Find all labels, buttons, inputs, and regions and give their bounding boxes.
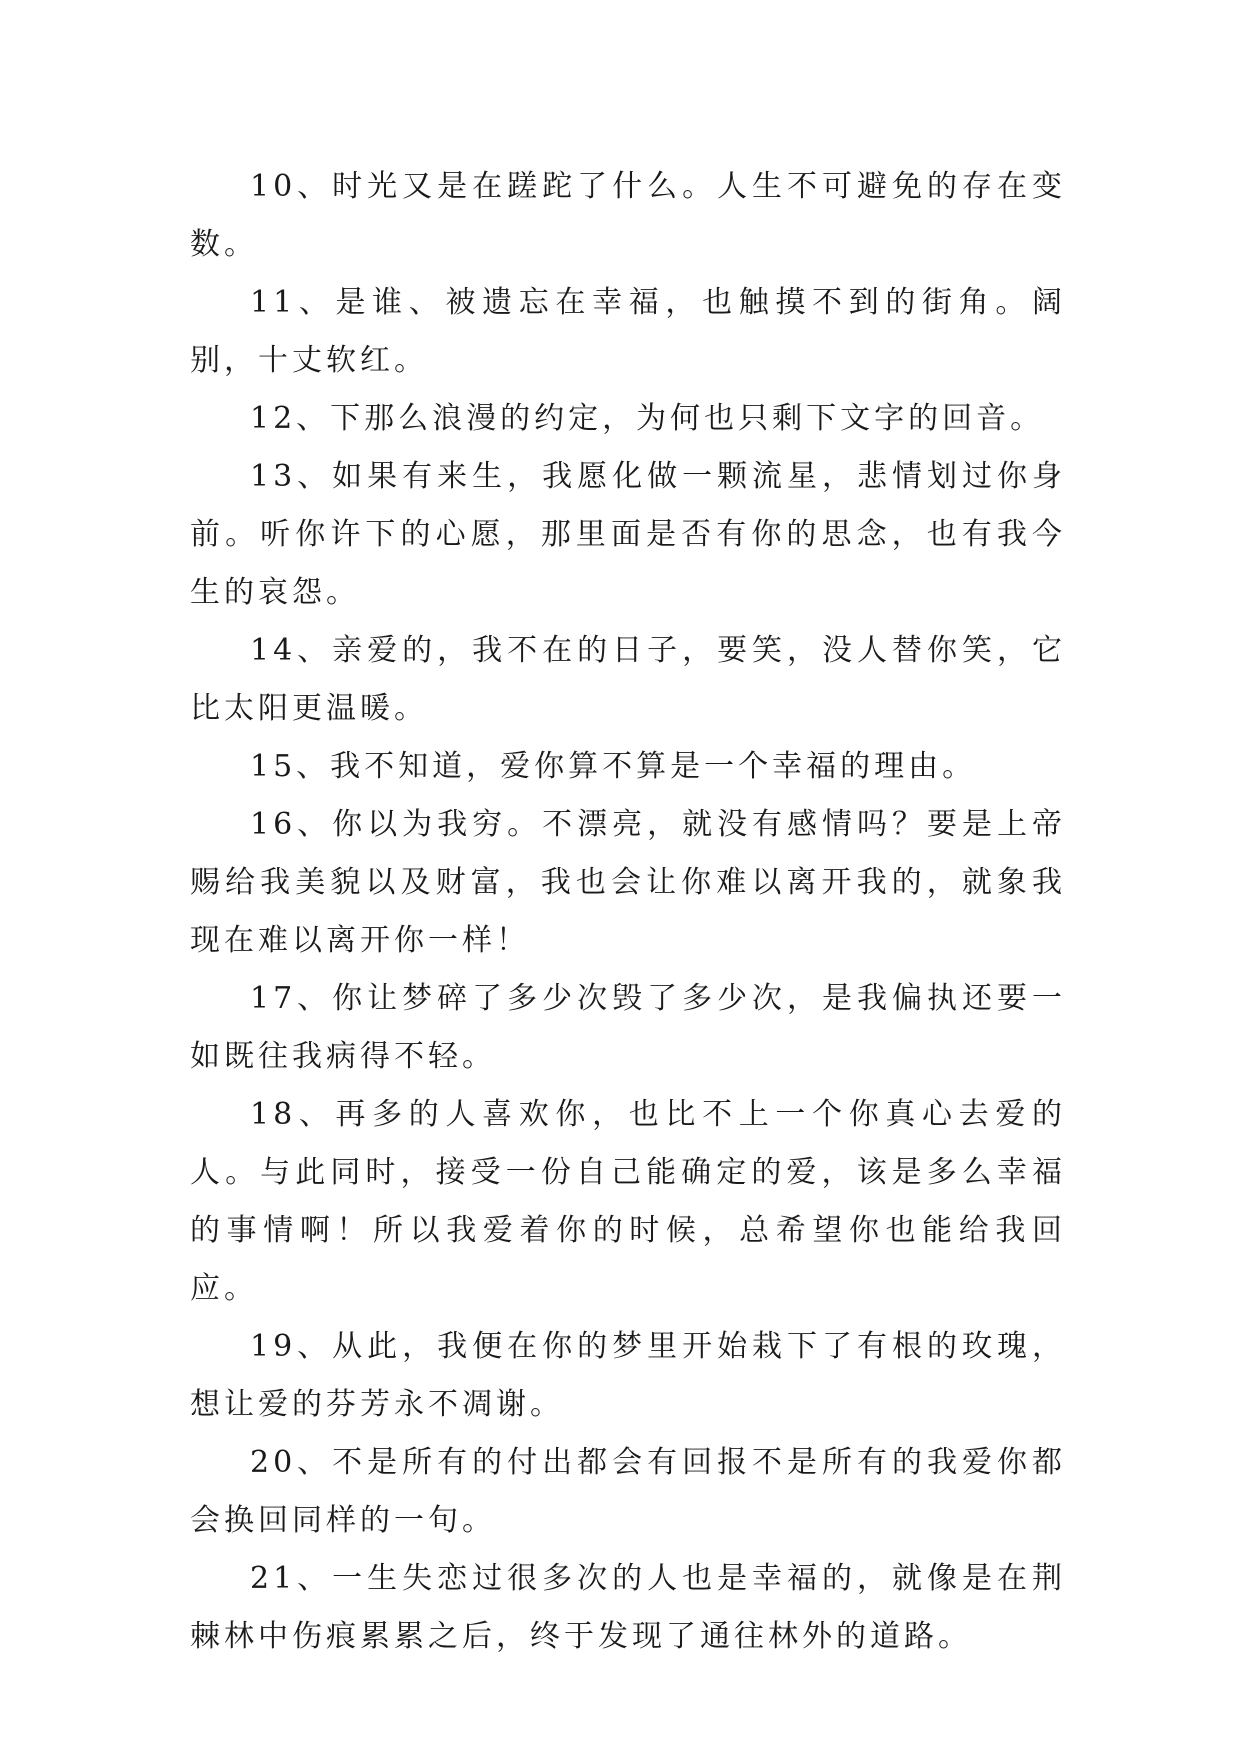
paragraph-21: 21、一生失恋过很多次的人也是幸福的，就像是在荆棘林中伤痕累累之后，终于发现了通往林外的道路。 <box>190 1561 1066 1654</box>
paragraph-20: 20、不是所有的付出都会有回报不是所有的我爱你都会换回同样的一句。 <box>190 1445 1066 1538</box>
paragraph-16: 16、你以为我穷。不漂亮，就没有感情吗？要是上帝赐给我美貌以及财富，我也会让你难以离开我的，就象我现在难以离开你一样！ <box>190 807 1066 958</box>
document-body <box>190 158 1066 1666</box>
paragraph-10: 10、时光又是在蹉跎了什么。人生不可避免的存在变数。 <box>190 169 1066 262</box>
paragraph-14: 14、亲爱的，我不在的日子，要笑，没人替你笑，它比太阳更温暖。 <box>190 633 1066 726</box>
paragraph-13: 13、如果有来生，我愿化做一颗流星，悲情划过你身前。听你许下的心愿，那里面是否有你的思念，也有我今生的哀怨。 <box>190 459 1066 610</box>
paragraph-17: 17、你让梦碎了多少次毁了多少次，是我偏执还要一如既往我病得不轻。 <box>190 981 1066 1074</box>
paragraph-19: 19、从此，我便在你的梦里开始栽下了有根的玫瑰，想让爱的芬芳永不凋谢。 <box>190 1329 1066 1422</box>
paragraph-15: 15、我不知道，爱你算不算是一个幸福的理由。 <box>250 749 977 784</box>
paragraph-18: 18、再多的人喜欢你，也比不上一个你真心去爱的人。与此同时，接受一份自己能确定的爱，该是多么幸福的事情啊！所以我爱着你的时候，总希望你也能给我回应。 <box>190 1097 1066 1306</box>
paragraph-11: 11、是谁、被遗忘在幸福，也触摸不到的街角。阔别，十丈软红。 <box>190 285 1066 378</box>
paragraph-12: 12、下那么浪漫的约定，为何也只剩下文字的回音。 <box>250 401 1045 436</box>
